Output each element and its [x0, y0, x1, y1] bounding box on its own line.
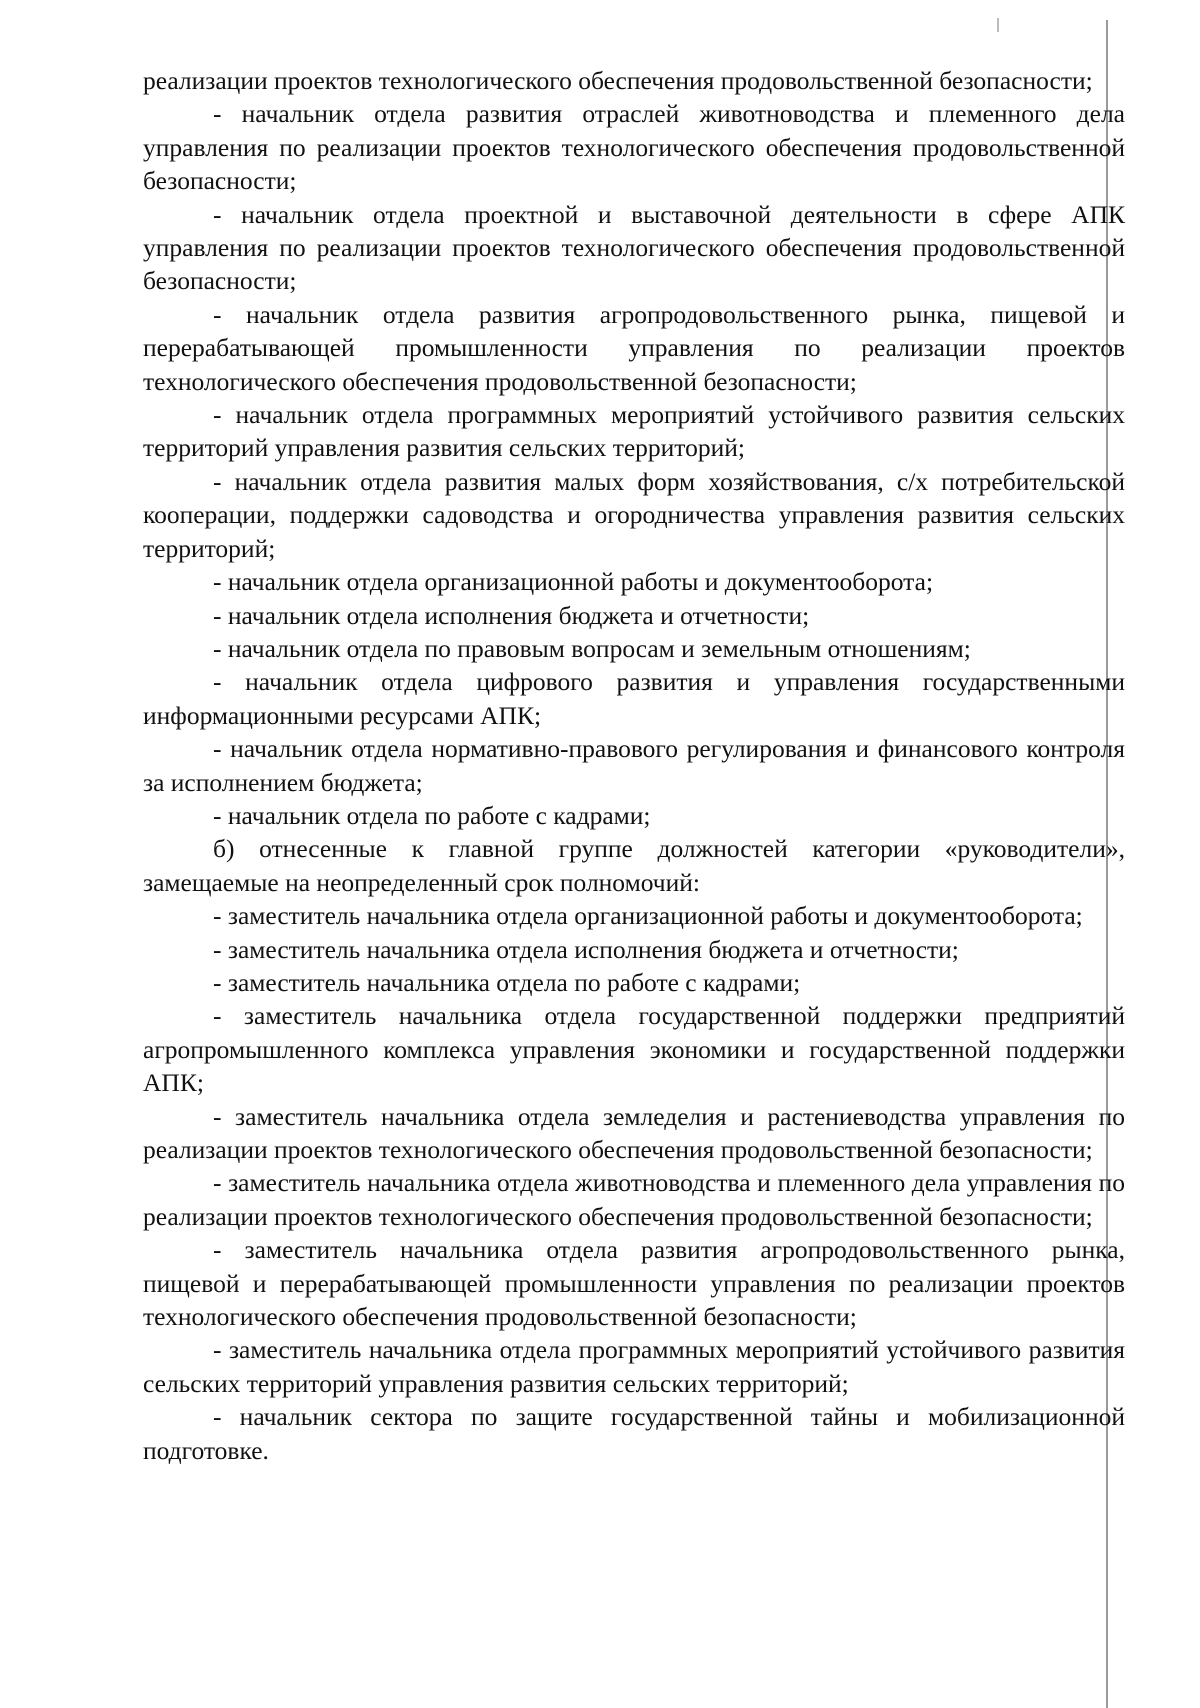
- list-item: - заместитель начальника отдела государственной поддержки предприятий агропромышленного комплекса управления экономики и государственной поддержки АПК;: [143, 1001, 1125, 1098]
- list-item: - начальник отдела организационной работы и документооборота;: [213, 567, 934, 597]
- list-item: - начальник отдела по правовым вопросам и земельным отношениям;: [213, 633, 971, 663]
- list-item: - начальник отдела по работе с кадрами;: [213, 800, 651, 830]
- scan-mark: [997, 18, 999, 32]
- list-item: - заместитель начальника отдела животноводства и племенного дела управления по реализации проектов технологического обеспечения продовольственной безопасности;: [143, 1168, 1125, 1231]
- list-item: - заместитель начальника отдела программных мероприятий устойчивого развития сельских территорий управления развития сельских территорий;: [143, 1335, 1125, 1398]
- list-item: - начальник отдела программных мероприятий устойчивого развития сельских территорий управления развития сельских территорий;: [143, 400, 1125, 463]
- list-item: - заместитель начальника отдела по работе с кадрами;: [213, 967, 801, 997]
- list-item: - заместитель начальника отдела развития агропродовольственного рынка, пищевой и перерабатывающей промышленности управления по реализации проектов технологического обеспечения продовольственной безопасности;: [143, 1235, 1125, 1332]
- list-item: - начальник отдела развития отраслей животноводства и племенного дела управления по реализации проектов технологического обеспечения продовольственной безопасности;: [143, 99, 1125, 196]
- list-item: - начальник отдела нормативно-правового регулирования и финансового контроля за исполнением бюджета;: [143, 734, 1125, 797]
- section-heading-b: б) отнесенные к главной группе должностей категории «руководители», замещаемые на неопределенный срок полномочий:: [143, 834, 1125, 897]
- paragraph-continuation: реализации проектов технологического обеспечения продовольственной безопасности;: [143, 66, 1093, 95]
- list-item-last: - начальник сектора по защите государственной тайны и мобилизационной подготовке.: [143, 1402, 1125, 1465]
- list-item: - начальник отдела развития агропродовольственного рынка, пищевой и перерабатывающей промышленности управления по реализации проектов технологического обеспечения продовольственной безопасности;: [143, 299, 1125, 396]
- list-item: - заместитель начальника отдела организационной работы и документооборота;: [213, 901, 1083, 931]
- list-item: - начальник отдела проектной и выставочной деятельности в сфере АПК управления по реализации проектов технологического обеспечения продовольственной безопасности;: [143, 199, 1125, 296]
- list-item: - заместитель начальника отдела исполнения бюджета и отчетности;: [213, 934, 959, 964]
- list-item: - начальник отдела цифрового развития и управления государственными информационными ресурсами АПК;: [143, 667, 1125, 730]
- list-item: - заместитель начальника отдела земледелия и растениеводства управления по реализации проектов технологического обеспечения продовольственной безопасности;: [143, 1101, 1125, 1164]
- document-body: [143, 64, 1125, 1467]
- list-item: - начальник отдела исполнения бюджета и отчетности;: [213, 600, 810, 630]
- list-item: - начальник отдела развития малых форм хозяйствования, с/х потребительской кооперации, поддержки садоводства и огородничества управления развития сельских территорий;: [143, 466, 1125, 563]
